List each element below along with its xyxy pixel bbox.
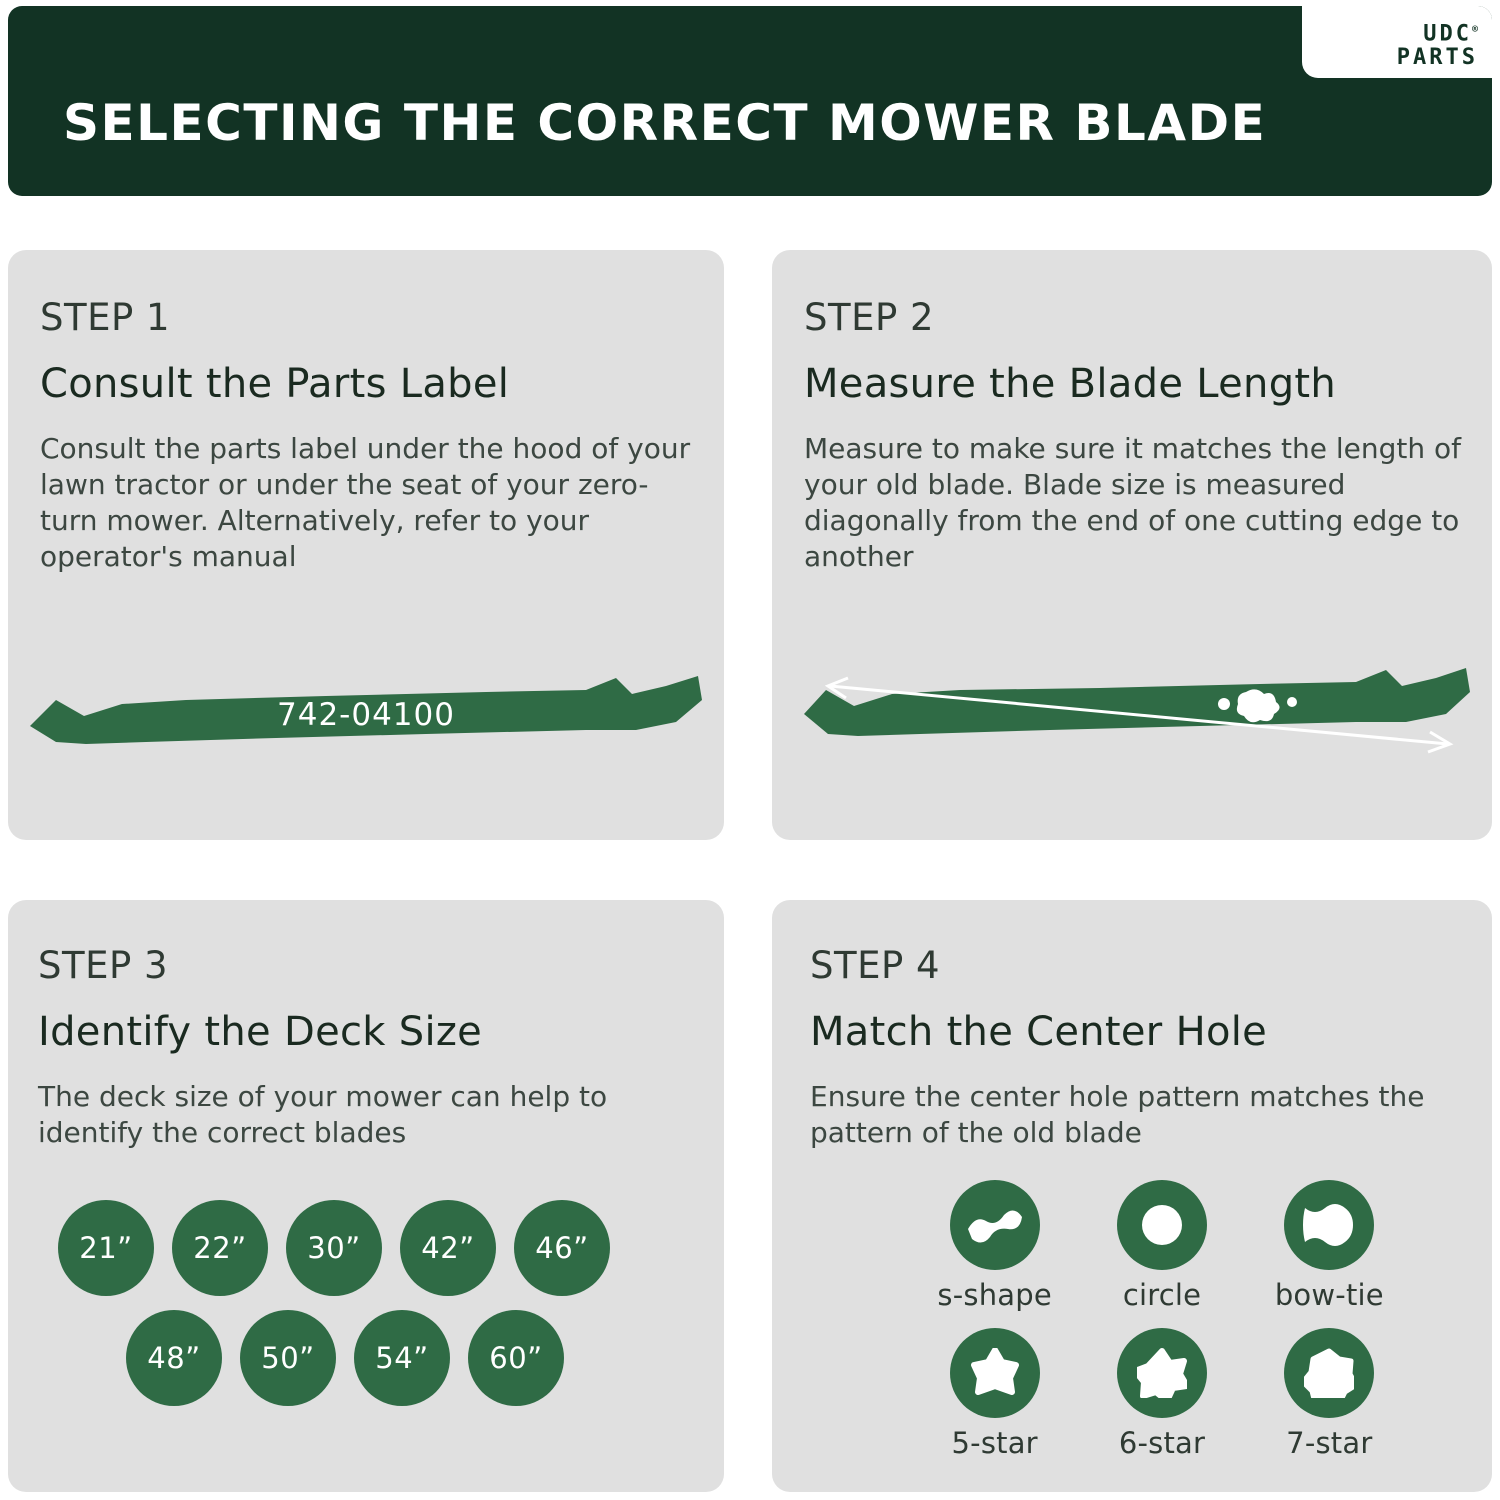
seven-star-icon <box>1284 1328 1374 1418</box>
s-shape-glyph <box>966 1205 1024 1245</box>
step-4-title: Match the Center Hole <box>810 1009 1268 1055</box>
deck-size-row-2 <box>58 1310 698 1406</box>
deck-size-row-1 <box>58 1200 698 1296</box>
six-star-icon <box>1117 1328 1207 1418</box>
step-4-text-block <box>810 944 1474 1151</box>
brand-logo-text <box>1397 18 1478 70</box>
deck-size-option[interactable]: 46” <box>514 1200 610 1296</box>
s-shape-icon <box>950 1180 1040 1270</box>
center-hole-option-s-shape[interactable] <box>922 1180 1067 1312</box>
center-hole-label: s-shape <box>937 1278 1052 1312</box>
blade-part-number: 742-04100 <box>277 697 455 733</box>
bow-tie-glyph <box>1301 1202 1357 1248</box>
deck-size-option[interactable]: 48” <box>126 1310 222 1406</box>
step-4-label: STEP 4 <box>810 944 941 987</box>
five-star-icon <box>950 1328 1040 1418</box>
step-1-text-block <box>40 296 694 575</box>
center-hole-label: 5-star <box>951 1426 1038 1460</box>
five-star-glyph <box>970 1348 1020 1398</box>
center-hole-label: 6-star <box>1118 1426 1206 1460</box>
step-2-label: STEP 2 <box>804 296 935 339</box>
step-3-label: STEP 3 <box>38 944 169 987</box>
deck-size-option[interactable]: 42” <box>400 1200 496 1296</box>
center-hole-label: circle <box>1122 1278 1202 1312</box>
mower-blade-measure-icon <box>800 656 1472 776</box>
step-1-title: Consult the Parts Label <box>40 361 510 407</box>
deck-size-option[interactable]: 22” <box>172 1200 268 1296</box>
step-3-title: Identify the Deck Size <box>38 1009 483 1055</box>
step-card-4 <box>772 900 1492 1492</box>
blade-illustration-2 <box>800 656 1472 776</box>
step-card-3 <box>8 900 724 1492</box>
deck-size-option[interactable]: 50” <box>240 1310 336 1406</box>
center-hole-option-5-star[interactable] <box>922 1328 1067 1460</box>
deck-size-group <box>58 1200 698 1420</box>
brand-logo-line1: UDC <box>1423 21 1472 47</box>
brand-logo <box>1302 6 1492 78</box>
center-hole-option-7-star[interactable] <box>1257 1328 1402 1460</box>
step-4-body: Ensure the center hole pattern matches the pattern of the old blade <box>810 1080 1425 1149</box>
step-3-body: The deck size of your mower can help to identify the correct blades <box>38 1080 608 1149</box>
deck-size-option[interactable]: 21” <box>58 1200 154 1296</box>
deck-size-option[interactable]: 30” <box>286 1200 382 1296</box>
center-hole-option-6-star[interactable] <box>1089 1328 1234 1460</box>
page-title: SELECTING THE CORRECT MOWER BLADE <box>63 94 1267 152</box>
blade-illustration-1 <box>26 660 706 770</box>
center-hole-row-2 <box>922 1328 1402 1460</box>
seven-star-glyph <box>1304 1348 1354 1398</box>
step-2-body: Measure to make sure it matches the length of your old blade. Blade size is measured diagonally from the end of one cutting edge to another <box>804 432 1461 573</box>
center-hole-label: bow-tie <box>1274 1278 1384 1312</box>
center-hole-pattern-group <box>922 1180 1402 1460</box>
deck-size-option[interactable]: 54” <box>354 1310 450 1406</box>
deck-size-option[interactable]: 60” <box>468 1310 564 1406</box>
step-1-body: Consult the parts label under the hood of your lawn tractor or under the seat of your zero-turn mower. Alternatively, refer to your operator's manual <box>40 432 691 573</box>
step-card-2 <box>772 250 1492 840</box>
circle-icon <box>1117 1180 1207 1270</box>
registered-mark-icon: ® <box>1471 24 1478 35</box>
bow-tie-icon <box>1284 1180 1374 1270</box>
six-star-glyph <box>1137 1348 1187 1398</box>
center-hole-label: 7-star <box>1286 1426 1373 1460</box>
center-hole-row-1 <box>922 1180 1402 1312</box>
step-2-title: Measure the Blade Length <box>804 361 1337 407</box>
step-2-text-block <box>804 296 1468 575</box>
step-card-1 <box>8 250 724 840</box>
center-hole-option-circle[interactable] <box>1089 1180 1234 1312</box>
step-3-text-block <box>38 944 694 1151</box>
circle-glyph <box>1138 1201 1186 1249</box>
mower-blade-icon <box>26 660 706 770</box>
brand-logo-line2: PARTS <box>1396 45 1478 71</box>
step-1-label: STEP 1 <box>40 296 171 339</box>
page-header <box>8 6 1492 196</box>
center-hole-option-bow-tie[interactable] <box>1257 1180 1402 1312</box>
